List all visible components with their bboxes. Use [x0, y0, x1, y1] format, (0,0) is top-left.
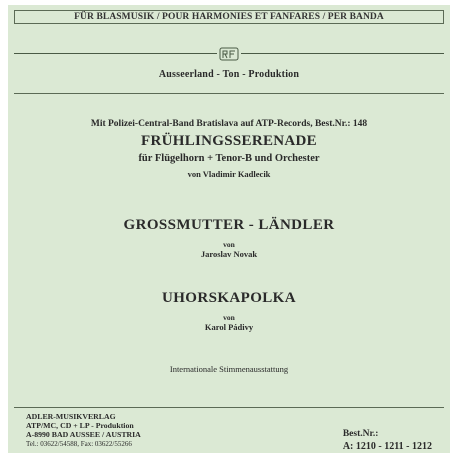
divider-bottom: [14, 407, 444, 408]
publisher-address: [26, 412, 141, 449]
order-number-block: [343, 429, 432, 452]
address-contact: Tel.: 03622/54588, Fax: 03622/55266: [26, 439, 132, 448]
order-numbers: A: 1210 - 1211 - 1212: [342, 441, 432, 452]
logo-rule-right: [241, 53, 444, 54]
composer-novak: Jaroslav Novak: [200, 249, 258, 259]
composer-padivy: Karol Pádivy: [204, 322, 254, 332]
address-line: ADLER-MUSIKVERLAG: [26, 412, 116, 421]
score-cover: [8, 5, 450, 453]
logo-rule-left: [14, 53, 217, 54]
publisher-logo-icon: [219, 47, 239, 61]
recording-note: Mit Polizei-Central-Band Bratislava auf ATP-Records, Best.Nr.: 148: [90, 119, 368, 129]
order-number-label: Best.Nr.:: [342, 429, 379, 439]
von-label-3: von: [223, 313, 235, 322]
address-line: A-8990 BAD AUSSEE / AUSTRIA: [26, 430, 141, 440]
parts-note: Internationale Stimmenausstattung: [169, 364, 289, 374]
banner-text: FÜR BLASMUSIK / POUR HARMONIES ET FANFARES / PER BANDA: [74, 12, 384, 22]
publisher-name: Ausseerland - Ton - Produktion: [158, 69, 300, 80]
logo-row: [14, 47, 444, 61]
divider-top: [14, 93, 444, 94]
instrumentation: für Flügelhorn + Tenor-B und Orchester: [138, 153, 320, 164]
address-line: ATP/MC, CD + LP - Produktion: [26, 421, 134, 431]
title-uhorskapolka: UHORSKAPOLKA: [162, 290, 296, 306]
category-banner: [14, 10, 444, 24]
von-label-2: von: [223, 240, 235, 249]
composer-kadlecik: von Vladimir Kadlecik: [187, 169, 271, 179]
title-grossmutter-landler: GROSSMUTTER - LÄNDLER: [123, 217, 335, 233]
title-fruhlingsserenade: FRÜHLINGSSERENADE: [141, 133, 317, 149]
